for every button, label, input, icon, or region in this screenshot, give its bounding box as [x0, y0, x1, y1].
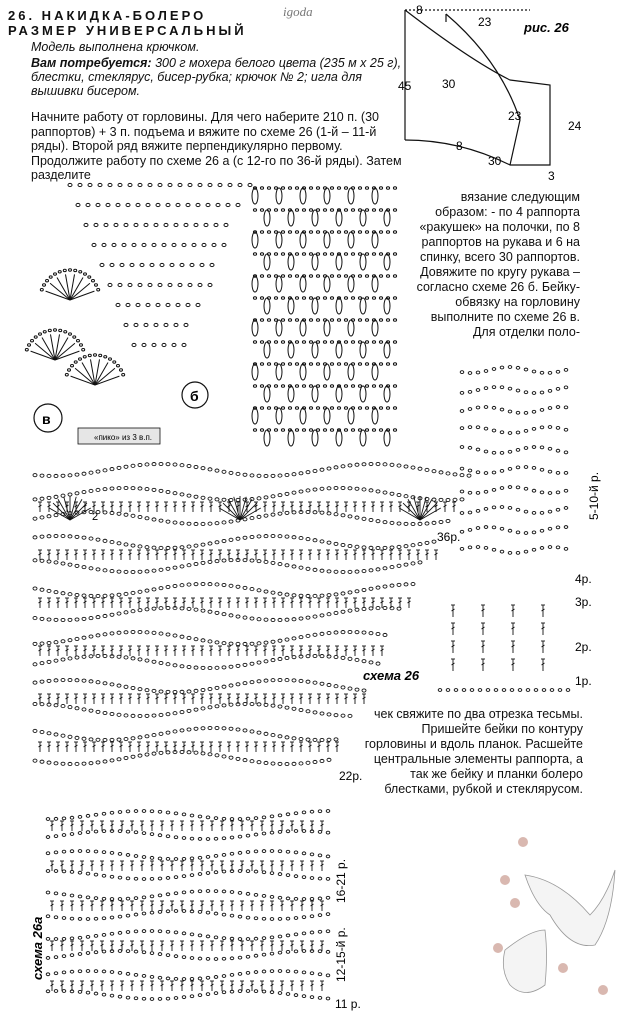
dim-3: 3 — [548, 169, 555, 183]
scheme-26-label: схема 26 — [363, 668, 420, 683]
row-label-12-15: 12-15-й р. — [334, 927, 348, 982]
v-badge-label: в — [42, 411, 51, 427]
scheme-26a-label: схема 26а — [30, 916, 45, 980]
row-label-3: 3р. — [575, 595, 592, 609]
picot-key-label: «пико» из 3 в.п. — [94, 433, 153, 442]
row-label-2: 2р. — [575, 640, 592, 654]
row-label-22: 22р. — [339, 769, 363, 783]
instructions-continue: вязание следующим образом: - по 4 раппорта «ракушек» на полочки, по 8 раппортов на рукава и 6 на спинку, всего 30 раппортов. Довяжите по кругу рукава – согласно схеме 26 б. Бейку-обвязку на горловину выполните по схеме 26 в. Для отделки поло- — [416, 190, 580, 339]
inner-number: 2 — [92, 511, 99, 523]
dim-23-top: 23 — [478, 15, 492, 29]
dim-45: 45 — [398, 79, 412, 93]
dim-30-inner: 30 — [442, 77, 456, 91]
scheme-26 — [33, 462, 471, 765]
figure-label: рис. 26 — [524, 20, 569, 35]
dim-24: 24 — [568, 119, 582, 133]
dove-decoration — [503, 870, 615, 993]
instructions-finish: чек свяжите по два отрезка тесьмы. Пришейте бейки по контуру горловины и вдоль планок. Расшейте центральные элементы раппорта, а так же бейку и планки болеро блестками, рубкой и стеклярусом. — [364, 707, 583, 796]
scheme-26b — [68, 183, 397, 446]
materials-label: Вам потребуется: — [31, 56, 152, 70]
row-label-1: 1р. — [575, 674, 592, 688]
dim-23-mid: 23 — [508, 109, 522, 123]
title-line-2: РАЗМЕР УНИВЕРСАЛЬНЫЙ — [8, 23, 247, 38]
model-note: Модель выполнена крючком. — [31, 40, 200, 54]
dim-30-bottom: 30 — [488, 154, 502, 168]
materials-text: 300 г мохера белого цвета (235 м х 25 г), блестки, стеклярус, бисер-рубка; крючок № 2; игла для вышивки бисером. — [31, 56, 402, 98]
dim-8-top: 8 — [416, 3, 423, 17]
b-badge-label: б — [190, 388, 199, 404]
row-label-11: 11 р. — [335, 997, 361, 1011]
row-label-5-10: 5-10-й р. — [587, 471, 601, 520]
scheme-edge-rows — [438, 366, 570, 692]
row-label-16-21: 16-21 р. — [334, 858, 348, 903]
row-label-4: 4р. — [575, 572, 592, 586]
dim-8-bottom: 8 — [456, 139, 463, 153]
title-line-1: 26. НАКИДКА-БОЛЕРО — [8, 8, 207, 23]
instructions-intro: Начните работу от горловины. Для чего наберите 210 п. (30 раппортов) + 3 п. подъема и вяжите по схеме 26 (1-й – 11-й ряды). Второй ряд вяжите перпендикулярно первому. Продолжите работу по схеме 26 а (с 12-го по 36-й ряды). Затем разделите — [31, 110, 402, 182]
site-watermark: igoda — [283, 4, 313, 19]
scheme-26a — [46, 810, 330, 1001]
row-label-36: 36р. — [437, 530, 461, 544]
